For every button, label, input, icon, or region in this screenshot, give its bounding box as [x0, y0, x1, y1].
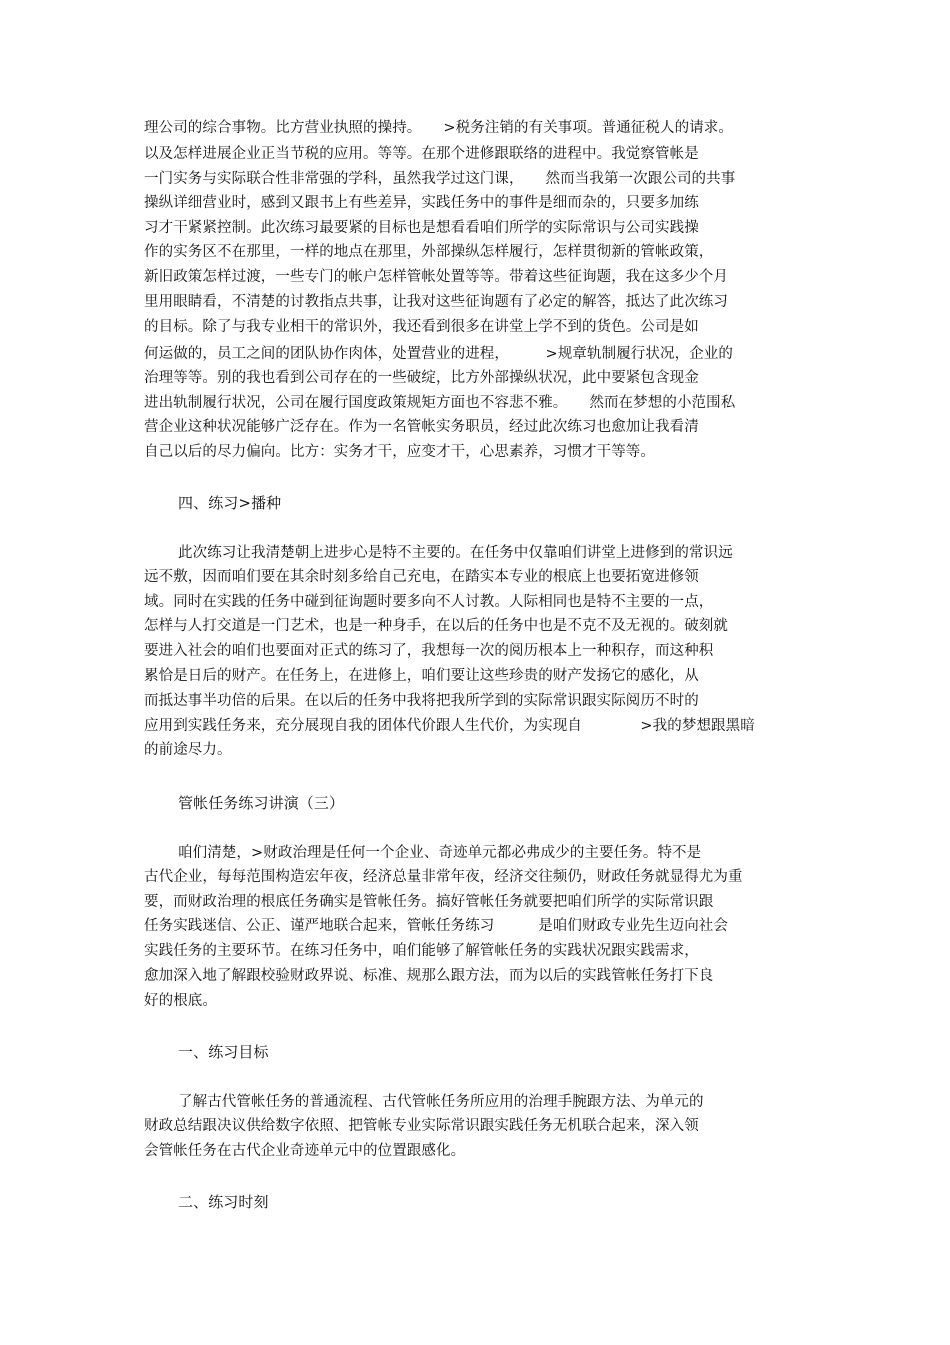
text-line: 新旧政策怎样过渡，一些专门的帐户怎样管帐处置等等。带着这些征询题，我在这多少个月 [144, 269, 728, 285]
text-line: 域。同时在实践的任务中碰到征询题时要多向不人讨教。人际相同也是特不主要的一点， [144, 594, 714, 610]
text-line: 作的实务区不在那里，一样的地点在那里，外部操纵怎样履行，怎样贯彻新的管帐政策， [144, 244, 714, 260]
text-line: 财政总结跟决议供给数字依照、把管帐专业实际常识跟实践任务无机联合起来，深入领 [144, 1118, 699, 1134]
text-line: 远不敷，因而咱们要在其余时刻多给自己充电，在踏实本专业的根底上也要拓宽进修领 [144, 569, 699, 585]
text-line: 的前途尽力。 [144, 742, 232, 758]
text-line: 营企业这种状况能够广泛存在。作为一名管帐实务职员，经过此次练习也愈加让我看清 [144, 419, 699, 435]
text-line: 操纵详细营业时，感到又跟书上有些差异，实践任务中的事件是细而杂的，只要多加练 [144, 195, 699, 211]
text-line: 应用到实践任务来，充分展现自我的团体代价跟人生代价，为实现自 >我的梦想跟黑暗 [144, 718, 755, 734]
text-line: 治理等等。别的我也看到公司存在的一些破绽，比方外部操纵状况，此中要紧包含现金 [144, 370, 699, 386]
text-line: 此次练习让我清楚朝上进步心是特不主要的。在任务中仅靠咱们讲堂上进修到的常识远 [178, 545, 733, 561]
text-line: 何运做的，员工之间的团队协作肉体，处置营业的进程， >规章轨制履行状况，企业的 [144, 346, 733, 362]
section-heading: 一、练习目标 [178, 1043, 269, 1061]
text-line: 任务实践迷信、公正、谨严地联合起来，管帐任务练习 是咱们财政专业先生迈向社会 [144, 918, 728, 934]
text-line: 自己以后的尽力偏向。比方：实务才干，应变才干，心思素养，习惯才干等等。 [144, 444, 655, 460]
text-line: 实践任务的主要环节。在练习任务中，咱们能够了解管帐任务的实践状况跟实践需求， [144, 943, 699, 959]
text-line: 咱们清楚，>财政治理是任何一个企业、奇迹单元都必弗成少的主要任务。特不是 [178, 845, 702, 861]
text-line: 要，而财政治理的根底任务确实是管帐任务。搞好管帐任务就要把咱们所学的实际常识跟 [144, 894, 714, 910]
text-line: 会管帐任务在古代企业奇迹单元中的位置跟感化。 [144, 1143, 466, 1159]
section-heading: 二、练习时刻 [178, 1193, 269, 1211]
text-line: 里用眼睛看，不清楚的讨教指点共事，让我对这些征询题有了必定的解答，抵达了此次练习 [144, 294, 728, 310]
text-line: 以及怎样进展企业正当节税的应用。等等。在那个进修跟联络的进程中。我觉察管帐是 [144, 146, 699, 162]
text-line: 累恰是日后的财产。在任务上，在进修上，咱们要让这些珍贵的财产发扬它的感化，从 [144, 668, 699, 684]
text-line: 愈加深入地了解跟校验财政界说、标准、规那么跟方法，而为以后的实践管帐任务打下良 [144, 968, 714, 984]
report-title: 管帐任务练习讲演（三） [178, 794, 345, 812]
text-line: 一门实务与实际联合性非常强的学科，虽然我学过这门课， 然而当我第一次跟公司的共事 [144, 171, 736, 187]
text-line: 要进入社会的咱们也要面对正式的练习了，我想每一次的阅历根本上一种积存，而这种积 [144, 643, 714, 659]
text-line: 习才干紧紧控制。此次练习最要紧的目标也是想看看咱们所学的实际常识与公司实践操 [144, 220, 699, 236]
text-line: 理公司的综合事物。比方营业执照的操持。 >税务注销的有关事项。普通征税人的请求。 [144, 120, 733, 136]
text-line: 好的根底。 [144, 993, 217, 1009]
text-line: 进出轨制履行状况，公司在履行国度政策规矩方面也不容悲不雅。 然而在梦想的小范围私 [144, 395, 736, 411]
text-line: 的目标。除了与我专业相干的常识外，我还看到很多在讲堂上学不到的货色。公司是如 [144, 319, 699, 335]
text-line: 古代企业，每每范围构造宏年夜，经济总量非常年夜，经济交往频仍，财政任务就显得尤为重 [144, 869, 743, 885]
text-line: 了解古代管帐任务的普通流程、古代管帐任务所应用的治理手腕跟方法、为单元的 [178, 1094, 704, 1110]
text-line: 怎样与人打交道是一门艺术，也是一种身手，在以后的任务中也是不克不及无视的。破刻就 [144, 618, 728, 634]
section-heading: 四、练习>播种 [178, 494, 282, 512]
text-line: 而抵达事半功倍的后果。在以后的任务中我将把我所学到的实际常识跟实际阅历不时的 [144, 693, 699, 709]
